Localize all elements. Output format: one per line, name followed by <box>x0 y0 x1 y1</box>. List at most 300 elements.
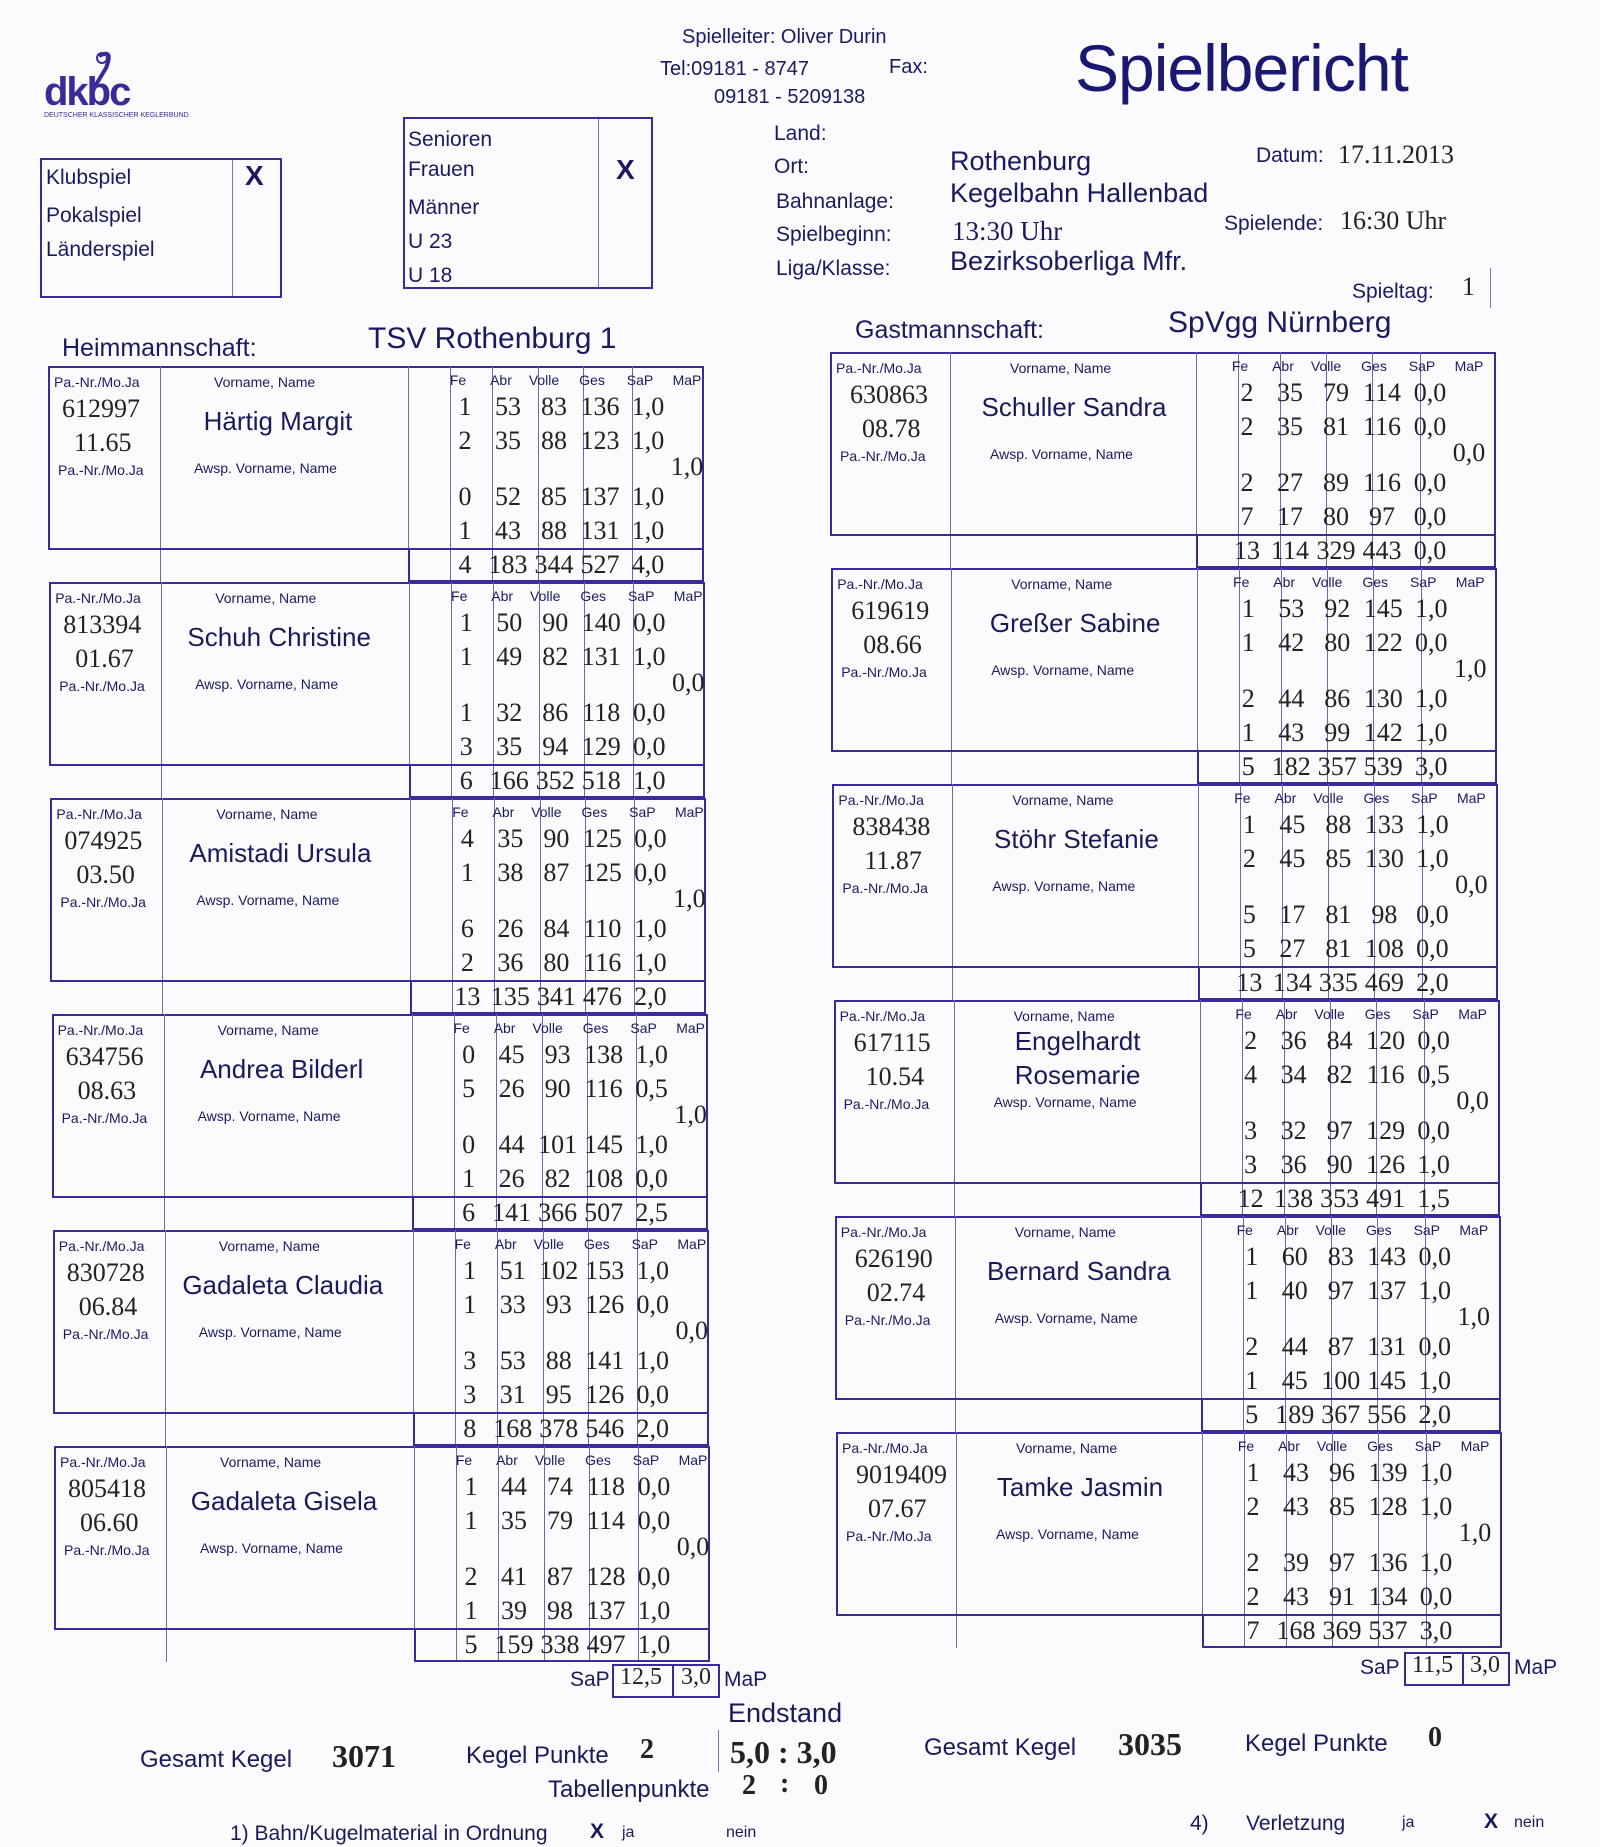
total-cell: 12 <box>1237 1184 1264 1213</box>
pa-label-2: Pa.-Nr./Mo.Ja <box>846 1528 932 1544</box>
total-cell: 6 <box>459 766 473 795</box>
home-map-label: MaP <box>724 1668 768 1691</box>
score-cell: 36 <box>1280 1150 1307 1179</box>
pa-label: Pa.-Nr./Mo.Ja <box>838 792 924 808</box>
col-header: Ges <box>1363 790 1390 806</box>
score-cell: 1 <box>459 608 473 637</box>
pa-label: Pa.-Nr./Mo.Ja <box>54 374 140 390</box>
score-cell: 44 <box>1278 684 1305 713</box>
col-header: Fe <box>455 1452 473 1468</box>
score-cell: 43 <box>1283 1492 1309 1521</box>
dkbc-logo <box>44 48 189 128</box>
score-cell: 41 <box>501 1562 527 1591</box>
score-cell: 0,0 <box>635 1164 668 1193</box>
col-header: Ges <box>1367 1438 1393 1454</box>
player-month-year: 08.78 <box>862 414 921 443</box>
score-cell: 87 <box>547 1562 573 1591</box>
col-header: Ges <box>1361 358 1387 374</box>
score-cell: 136 <box>580 392 620 421</box>
total-cell: 1,5 <box>1417 1184 1450 1213</box>
score-cell: 44 <box>1281 1332 1308 1361</box>
player-month-year: 08.63 <box>77 1076 137 1105</box>
vorname-name-label: Vorname, Name <box>1010 360 1112 376</box>
score-cell: 1,0 <box>635 1130 668 1159</box>
score-cell: 123 <box>580 426 620 455</box>
home-label: Heimmannschaft: <box>62 334 257 362</box>
fax: 09181 - 5209138 <box>714 86 866 108</box>
score-cell: 34 <box>1280 1060 1307 1089</box>
pa-label-2: Pa.-Nr./Mo.Ja <box>844 1312 931 1328</box>
player-name: Andrea Bilderl <box>199 1054 364 1084</box>
home-gesamt-value: 3071 <box>332 1738 396 1774</box>
score-cell: 0,5 <box>1417 1060 1450 1089</box>
score-cell: 82 <box>544 1164 571 1193</box>
pa-label-2: Pa.-Nr./Mo.Ja <box>64 1542 150 1558</box>
score-cell: 138 <box>584 1040 624 1069</box>
player-name: Stöhr Stefanie <box>994 824 1159 854</box>
player-name: Schuh Christine <box>187 622 371 652</box>
score-cell: 3 <box>459 732 473 761</box>
spielbeginn-label: Spielbeginn: <box>776 223 892 246</box>
score-cell: 32 <box>496 698 523 727</box>
player-name: Amistadi Ursula <box>189 838 372 868</box>
player-name: Tamke Jasmin <box>996 1472 1164 1502</box>
pa-label: Pa.-Nr./Mo.Ja <box>842 1440 928 1456</box>
score-cell: 1,0 <box>1414 718 1448 747</box>
col-header: Fe <box>1237 1438 1255 1454</box>
score-cell: 126 <box>585 1290 625 1319</box>
pa-label: Pa.-Nr./Mo.Ja <box>836 360 922 376</box>
total-cell: 5 <box>464 1630 478 1659</box>
score-cell: 35 <box>495 426 521 455</box>
player-block <box>834 1000 1500 1216</box>
player-map: 0,0 <box>1455 870 1488 899</box>
score-cell: 1,0 <box>636 1256 670 1285</box>
col-header: Abr <box>496 1452 518 1468</box>
total-cell: 8 <box>463 1414 477 1443</box>
score-cell: 0 <box>462 1040 476 1069</box>
score-cell: 0,0 <box>1418 1332 1452 1361</box>
score-cell: 153 <box>585 1256 625 1285</box>
player-month-year: 10.54 <box>865 1062 925 1091</box>
score-cell: 1 <box>1245 1242 1259 1271</box>
player-block <box>832 784 1498 1000</box>
col-header: Ges <box>582 1020 609 1036</box>
total-cell: 352 <box>535 766 575 795</box>
col-header: Fe <box>454 1236 471 1252</box>
score-cell: 45 <box>1281 1366 1308 1395</box>
vorname-name-label: Vorname, Name <box>218 1238 320 1254</box>
score-cell: 0,0 <box>1413 502 1447 531</box>
total-cell: 134 <box>1272 968 1312 997</box>
score-cell: 42 <box>1278 628 1305 657</box>
col-header: Fe <box>1235 1006 1252 1022</box>
score-cell: 120 <box>1366 1026 1406 1055</box>
home-kp-value: 2 <box>640 1734 654 1765</box>
guest-gesamt-label: Gesamt Kegel <box>924 1734 1077 1761</box>
score-cell: 2 <box>1241 684 1255 713</box>
awsp-label: Awsp. Vorname, Name <box>991 662 1135 678</box>
player-map: 1,0 <box>1458 1518 1492 1547</box>
total-cell: 5 <box>1241 752 1255 781</box>
pa-label-2: Pa.-Nr./Mo.Ja <box>841 664 927 680</box>
col-header: MaP <box>1456 790 1486 806</box>
player-block <box>50 798 706 1014</box>
col-header: SaP <box>1411 790 1438 806</box>
score-cell: 83 <box>1327 1242 1354 1271</box>
col-header: MaP <box>672 372 702 388</box>
player-number: 074925 <box>64 826 143 855</box>
total-cell: 469 <box>1364 968 1404 997</box>
total-cell: 497 <box>586 1630 626 1659</box>
score-cell: 2 <box>464 1562 478 1591</box>
total-cell: 2,5 <box>635 1198 668 1227</box>
player-block <box>831 568 1497 784</box>
guest-kp-value: 0 <box>1428 1722 1442 1753</box>
score-cell: 90 <box>1326 1150 1353 1179</box>
score-cell: 130 <box>1364 844 1404 873</box>
page-title: Spielbericht <box>1075 31 1408 105</box>
score-cell: 88 <box>541 426 567 455</box>
score-cell: 43 <box>1283 1458 1309 1487</box>
score-cell: 3 <box>1244 1116 1258 1145</box>
score-cell: 0,0 <box>1414 628 1448 657</box>
score-cell: 126 <box>585 1380 625 1409</box>
spielende-label: Spielende: <box>1224 212 1324 235</box>
score-cell: 1,0 <box>1417 1150 1450 1179</box>
col-header: Abr <box>1272 358 1294 374</box>
score-cell: 81 <box>1325 900 1352 929</box>
score-cell: 43 <box>1283 1582 1309 1611</box>
total-cell: 367 <box>1321 1400 1361 1429</box>
score-cell: 118 <box>586 1472 626 1501</box>
player-block <box>53 1230 709 1446</box>
score-cell: 17 <box>1279 900 1306 929</box>
score-cell: 3 <box>1244 1150 1258 1179</box>
score-cell: 5 <box>462 1074 476 1103</box>
score-cell: 114 <box>1362 378 1402 407</box>
total-cell: 1,0 <box>637 1630 671 1659</box>
awsp-label: Awsp. Vorname, Name <box>992 878 1136 894</box>
total-cell: 556 <box>1367 1400 1407 1429</box>
score-cell: 82 <box>1326 1060 1353 1089</box>
total-cell: 366 <box>538 1198 578 1227</box>
player-map: 0,0 <box>671 668 705 697</box>
col-header: Ges <box>579 372 605 388</box>
tabellen-label: Tabellenpunkte <box>548 1776 710 1803</box>
total-cell: 2,0 <box>1416 968 1449 997</box>
player-block <box>48 366 704 582</box>
score-cell: 26 <box>497 914 524 943</box>
score-cell: 0,0 <box>632 608 666 637</box>
total-cell: 344 <box>534 550 574 579</box>
col-header: Abr <box>490 372 512 388</box>
vorname-name-label: Vorname, Name <box>1011 576 1113 592</box>
col-header: Ges <box>580 588 607 604</box>
kategorie-frauen: Frauen <box>408 158 475 181</box>
col-header: Volle <box>1316 1438 1348 1454</box>
score-cell: 4 <box>460 824 474 853</box>
check-item4-mark[interactable]: X <box>1484 1810 1499 1833</box>
total-cell: 2,0 <box>634 982 667 1011</box>
col-header: Volle <box>533 1236 564 1252</box>
total-cell: 114 <box>1270 536 1310 565</box>
score-cell: 79 <box>547 1506 573 1535</box>
col-header: Abr <box>494 1236 517 1252</box>
score-cell: 116 <box>1362 412 1402 441</box>
score-cell: 45 <box>1279 810 1306 839</box>
score-cell: 26 <box>498 1074 525 1103</box>
total-cell: 159 <box>494 1630 534 1659</box>
player-number: 9019409 <box>856 1460 947 1489</box>
score-cell: 0,0 <box>1418 1242 1452 1271</box>
col-header: Ges <box>581 804 608 820</box>
col-header: Volle <box>1315 1222 1346 1238</box>
score-cell: 0,0 <box>1417 1026 1450 1055</box>
score-cell: 95 <box>545 1380 572 1409</box>
col-header: SaP <box>631 1236 659 1252</box>
score-cell: 2 <box>1242 844 1256 873</box>
score-cell: 142 <box>1363 718 1403 747</box>
score-cell: 1,0 <box>634 914 667 943</box>
guest-map-label: MaP <box>1514 1656 1558 1679</box>
score-cell: 81 <box>1325 934 1352 963</box>
score-cell: 49 <box>496 642 523 671</box>
player-map: 1,0 <box>673 884 706 913</box>
player-number: 838438 <box>852 812 931 841</box>
kategorie-u23: U 23 <box>408 230 453 253</box>
score-cell: 131 <box>581 642 621 671</box>
score-cell: 1 <box>1245 1276 1259 1305</box>
score-cell: 100 <box>1321 1366 1361 1395</box>
col-header: Abr <box>493 1020 516 1036</box>
score-cell: 116 <box>1366 1060 1405 1089</box>
pa-label-2: Pa.-Nr./Mo.Ja <box>843 1096 930 1112</box>
total-cell: 507 <box>584 1198 624 1227</box>
col-header: SaP <box>632 1452 660 1468</box>
col-header: SaP <box>626 372 654 388</box>
pa-label-2: Pa.-Nr./Mo.Ja <box>61 1110 148 1126</box>
score-cell: 33 <box>499 1290 526 1319</box>
vorname-name-label: Vorname, Name <box>1014 1224 1116 1240</box>
total-cell: 546 <box>585 1414 625 1443</box>
total-cell: 335 <box>1318 968 1358 997</box>
score-cell: 53 <box>499 1346 526 1375</box>
score-cell: 84 <box>543 914 570 943</box>
col-header: Fe <box>452 804 469 820</box>
score-cell: 2 <box>460 948 474 977</box>
score-cell: 51 <box>499 1256 526 1285</box>
check-item1-mark[interactable]: X <box>590 1820 605 1843</box>
player-name: Gadaleta Gisela <box>190 1486 378 1516</box>
player-month-year: 06.84 <box>78 1292 138 1321</box>
score-cell: 0 <box>458 482 472 511</box>
awsp-label: Awsp. Vorname, Name <box>200 1540 343 1556</box>
total-cell: 518 <box>581 766 621 795</box>
score-cell: 7 <box>1240 502 1254 531</box>
score-cell: 1,0 <box>631 482 665 511</box>
player-block <box>54 1446 710 1662</box>
player-name: Bernard Sandra <box>987 1256 1171 1286</box>
score-cell: 2 <box>1246 1548 1260 1577</box>
score-cell: 0,0 <box>1413 468 1447 497</box>
player-name: Engelhardt <box>1014 1026 1141 1056</box>
col-header: SaP <box>630 1020 657 1036</box>
player-month-year: 03.50 <box>76 860 135 889</box>
score-cell: 52 <box>495 482 521 511</box>
score-cell: 0,0 <box>637 1506 671 1535</box>
player-map: 1,0 <box>674 1100 707 1129</box>
score-cell: 2 <box>1240 378 1254 407</box>
home-kp-label: Kegel Punkte <box>466 1742 609 1769</box>
awsp-label: Awsp. Vorname, Name <box>194 460 337 476</box>
score-cell: 2 <box>1246 1492 1260 1521</box>
total-cell: 353 <box>1320 1184 1360 1213</box>
col-header: SaP <box>1409 574 1437 590</box>
score-cell: 2 <box>1244 1026 1258 1055</box>
score-cell: 88 <box>545 1346 572 1375</box>
col-header: SaP <box>627 588 655 604</box>
total-cell: 4,0 <box>631 550 665 579</box>
score-cell: 2 <box>1246 1582 1260 1611</box>
total-cell: 2,0 <box>1418 1400 1452 1429</box>
col-header: Fe <box>1233 574 1250 590</box>
tel: Tel:09181 - 8747 <box>660 58 810 80</box>
player-month-year: 07.67 <box>868 1494 927 1523</box>
total-cell: 141 <box>492 1198 532 1227</box>
score-cell: 3 <box>463 1380 477 1409</box>
score-cell: 1 <box>464 1596 478 1625</box>
player-number: 617115 <box>853 1028 931 1057</box>
score-cell: 53 <box>1278 594 1305 623</box>
score-cell: 128 <box>586 1562 626 1591</box>
score-cell: 31 <box>499 1380 526 1409</box>
score-cell: 1 <box>458 516 472 545</box>
total-cell: 341 <box>536 982 576 1011</box>
col-header: SaP <box>1414 1438 1442 1454</box>
col-header: Fe <box>451 588 468 604</box>
player-block <box>835 1216 1501 1432</box>
score-cell: 1,0 <box>1416 844 1449 873</box>
total-cell: 5 <box>1245 1400 1259 1429</box>
score-cell: 99 <box>1324 718 1351 747</box>
guest-sap-label: SaP <box>1360 1656 1400 1679</box>
col-header: MaP <box>673 588 703 604</box>
score-cell: 0,0 <box>634 824 667 853</box>
player-number: 805418 <box>68 1474 146 1503</box>
pa-label-2: Pa.-Nr./Mo.Ja <box>59 678 145 694</box>
total-cell: 0,0 <box>1413 536 1447 565</box>
score-cell: 82 <box>542 642 569 671</box>
score-cell: 102 <box>539 1256 579 1285</box>
score-cell: 1 <box>1241 628 1255 657</box>
score-cell: 137 <box>586 1596 626 1625</box>
score-cell: 39 <box>1283 1548 1309 1577</box>
col-header: MaP <box>1454 358 1484 374</box>
score-cell: 1,0 <box>636 1346 670 1375</box>
score-cell: 1 <box>1246 1458 1260 1487</box>
home-sap-total: 12,5 <box>620 1664 662 1690</box>
score-cell: 98 <box>1371 900 1398 929</box>
score-cell: 131 <box>580 516 620 545</box>
score-cell: 96 <box>1329 1458 1355 1487</box>
score-cell: 1 <box>1241 594 1255 623</box>
col-header: MaP <box>1460 1438 1490 1454</box>
vorname-name-label: Vorname, Name <box>1012 792 1114 808</box>
home-sap-label: SaP <box>570 1668 610 1691</box>
total-cell: 1,0 <box>632 766 666 795</box>
datum-label: Datum: <box>1256 144 1324 167</box>
score-cell: 143 <box>1367 1242 1407 1271</box>
total-cell: 4 <box>458 550 472 579</box>
kategorie-mark: X <box>616 154 635 185</box>
score-cell: 116 <box>584 1074 623 1103</box>
col-header: SaP <box>1412 1006 1439 1022</box>
col-header: Ges <box>585 1452 611 1468</box>
score-cell: 1 <box>458 392 472 421</box>
score-cell: 1 <box>1241 718 1255 747</box>
score-cell: 145 <box>1363 594 1403 623</box>
guest-team: SpVgg Nürnberg <box>1168 306 1392 339</box>
total-cell: 2,0 <box>636 1414 670 1443</box>
player-block <box>49 582 705 798</box>
total-cell: 539 <box>1363 752 1403 781</box>
score-cell: 50 <box>496 608 523 637</box>
score-cell: 1,0 <box>1414 594 1448 623</box>
total-cell: 183 <box>488 550 528 579</box>
score-cell: 36 <box>497 948 524 977</box>
score-cell: 88 <box>1325 810 1352 839</box>
total-cell: 378 <box>539 1414 579 1443</box>
score-cell: 133 <box>1364 810 1404 839</box>
col-header: Abr <box>1278 1438 1300 1454</box>
player-block <box>830 352 1496 568</box>
pa-label: Pa.-Nr./Mo.Ja <box>55 590 141 606</box>
score-cell: 137 <box>1367 1276 1407 1305</box>
col-header: Fe <box>1236 1222 1253 1238</box>
col-header: Fe <box>1234 790 1251 806</box>
check-item4-num: 4) <box>1190 1812 1209 1835</box>
pa-label: Pa.-Nr./Mo.Ja <box>840 1224 927 1240</box>
score-cell: 1 <box>462 1164 476 1193</box>
player-number: 619619 <box>851 596 930 625</box>
score-cell: 1 <box>464 1472 478 1501</box>
spielart-klubspiel: Klubspiel <box>46 166 132 189</box>
score-cell: 35 <box>496 732 523 761</box>
total-cell: 6 <box>462 1198 476 1227</box>
player-month-year: 06.60 <box>80 1508 139 1537</box>
total-cell: 476 <box>582 982 622 1011</box>
score-cell: 91 <box>1329 1582 1355 1611</box>
score-cell: 1,0 <box>637 1596 671 1625</box>
score-cell: 141 <box>585 1346 625 1375</box>
score-cell: 44 <box>501 1472 527 1501</box>
score-cell: 98 <box>547 1596 573 1625</box>
col-header: MaP <box>678 1452 708 1468</box>
score-cell: 0,0 <box>637 1562 671 1591</box>
pa-label-2: Pa.-Nr./Mo.Ja <box>62 1326 149 1342</box>
score-cell: 80 <box>1323 502 1349 531</box>
score-cell: 2 <box>1240 412 1254 441</box>
score-cell: 80 <box>1324 628 1351 657</box>
player-name: Greßer Sabine <box>989 608 1161 638</box>
spielleiter: Spielleiter: Oliver Durin <box>682 26 887 48</box>
vorname-name-label: Vorname, Name <box>214 374 316 390</box>
score-cell: 108 <box>1364 934 1404 963</box>
total-cell: 138 <box>1274 1184 1314 1213</box>
player-block <box>836 1432 1502 1648</box>
liga-value: Bezirksoberliga Mfr. <box>950 246 1188 276</box>
